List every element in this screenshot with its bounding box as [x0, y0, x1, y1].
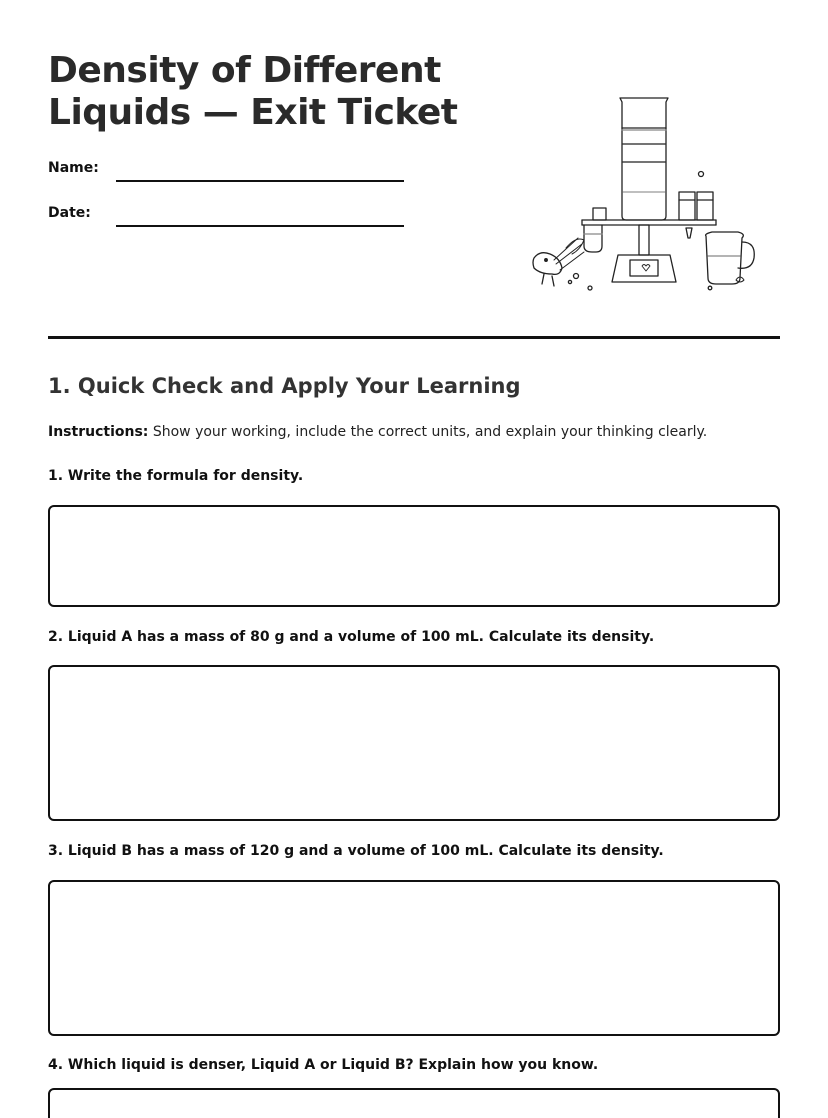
- date-label: Date:: [48, 205, 91, 221]
- answer-box-2[interactable]: [48, 665, 780, 821]
- weight-icon: [686, 228, 692, 238]
- small-beaker-icon: [593, 208, 606, 220]
- graduated-cylinder-icon: [620, 98, 668, 220]
- question-2: 2. Liquid A has a mass of 80 g and a volume of 100 mL. Calculate its density.: [48, 629, 655, 645]
- sample-jars-icon: [679, 192, 713, 220]
- worksheet-title: Density of Different Liquids — Exit Ticket: [48, 50, 458, 133]
- instructions: [48, 424, 707, 440]
- date-line[interactable]: [116, 225, 404, 227]
- answer-box-3[interactable]: [48, 880, 780, 1036]
- name-field-row: [48, 160, 408, 184]
- name-label: Name:: [48, 160, 99, 176]
- lab-equipment-illustration: [526, 92, 760, 296]
- date-field-row: [48, 205, 408, 229]
- name-line[interactable]: [116, 180, 404, 182]
- question-3: 3. Liquid B has a mass of 120 g and a volume of 100 mL. Calculate its density.: [48, 843, 664, 859]
- question-1: 1. Write the formula for density.: [48, 468, 304, 484]
- mug-icon: [706, 232, 755, 284]
- instructions-text: Show your working, include the correct units, and explain your thinking clearly.: [152, 424, 708, 440]
- bubble-icon: [699, 172, 704, 177]
- answer-box-1[interactable]: [48, 505, 780, 607]
- answer-box-4[interactable]: [48, 1088, 780, 1118]
- question-4: 4. Which liquid is denser, Liquid A or Liquid B? Explain how you know.: [48, 1057, 599, 1073]
- header-divider: [48, 336, 780, 339]
- section-heading: 1. Quick Check and Apply Your Learning: [48, 374, 521, 398]
- instructions-lead: Instructions:: [48, 424, 149, 440]
- hanging-beaker-icon: [584, 225, 602, 252]
